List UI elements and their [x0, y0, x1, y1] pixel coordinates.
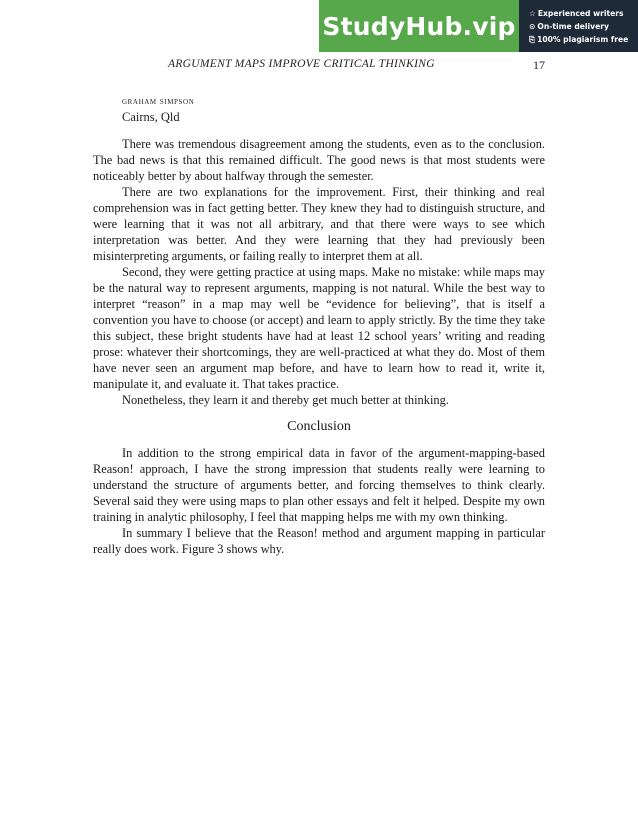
ad-banner[interactable]: [319, 0, 638, 52]
page-number: 17: [533, 58, 545, 72]
feature-list: [519, 0, 638, 52]
feature-label: Experienced writers: [537, 8, 624, 18]
paragraph: Second, they were getting practice at using maps. Make no mistake: while maps may be the natural way to represent arguments, mapping is not natural. While the best way to interpret “reason” in a map may well be “evidence for believing”, that is itself a convention you have to choose (or accept) and learn to apply strictly. By the time they take this subject, these bright students have had at least 12 school years’ writing and reading prose: whatever their shortcomings, they are well-practiced at what they do. Most of them have never seen an argument map before, and have to learn how to read it, write it, manipulate it, and evaluate it. That takes practice.: [93, 265, 545, 391]
section-heading: Conclusion: [287, 419, 351, 434]
author-name: graham simpson: [122, 96, 195, 107]
feature-item: [529, 7, 638, 20]
paragraph: In addition to the strong empirical data in favor of the argument-mapping-based Reason! approach, I have the strong impression that students really were learning to understand the structure of arguments better, and forcing themselves to think clearly. Several said they were using maps to plan other essays and felt it helped. Despite my own training in analytic philosophy, I feel that mapping helps me with my own thinking.: [93, 446, 545, 524]
brand-name: StudyHub.vip: [322, 11, 516, 41]
paragraph: In summary I believe that the Reason! method and argument mapping in particular really does work. Figure 3 shows why.: [93, 526, 545, 556]
clock-icon: ⊙: [529, 21, 536, 31]
document-icon: ⎘: [529, 34, 536, 44]
paragraph: There are two explanations for the improvement. First, their thinking and real comprehension was in fact getting better. They knew they had to distinguish structure, and were learning that it was not all arbitrary, and that there were ways to see which interpretation was better. And they were learning that they had previously been misinterpreting arguments, or failing really to interpret them at all.: [93, 185, 545, 263]
feature-item: [529, 20, 638, 33]
running-header: [93, 58, 545, 74]
paragraph: There was tremendous disagreement among the students, even as to the conclusion. The bad news is that this remained difficult. The good news is that most students were noticeably better by about halfway through the semester.: [93, 137, 545, 183]
author-location: Cairns, Qld: [122, 110, 180, 124]
running-title: ARGUMENT MAPS IMPROVE CRITICAL THINKING: [168, 58, 435, 70]
feature-label: 100% plagiarism free: [537, 34, 629, 44]
feature-label: On-time delivery: [537, 21, 609, 31]
feature-item: [529, 33, 638, 46]
paragraph: Nonetheless, they learn it and thereby get much better at thinking.: [122, 393, 449, 407]
brand-logo[interactable]: [319, 0, 519, 52]
star-icon: ☆: [529, 8, 536, 18]
article-body: [93, 136, 545, 557]
